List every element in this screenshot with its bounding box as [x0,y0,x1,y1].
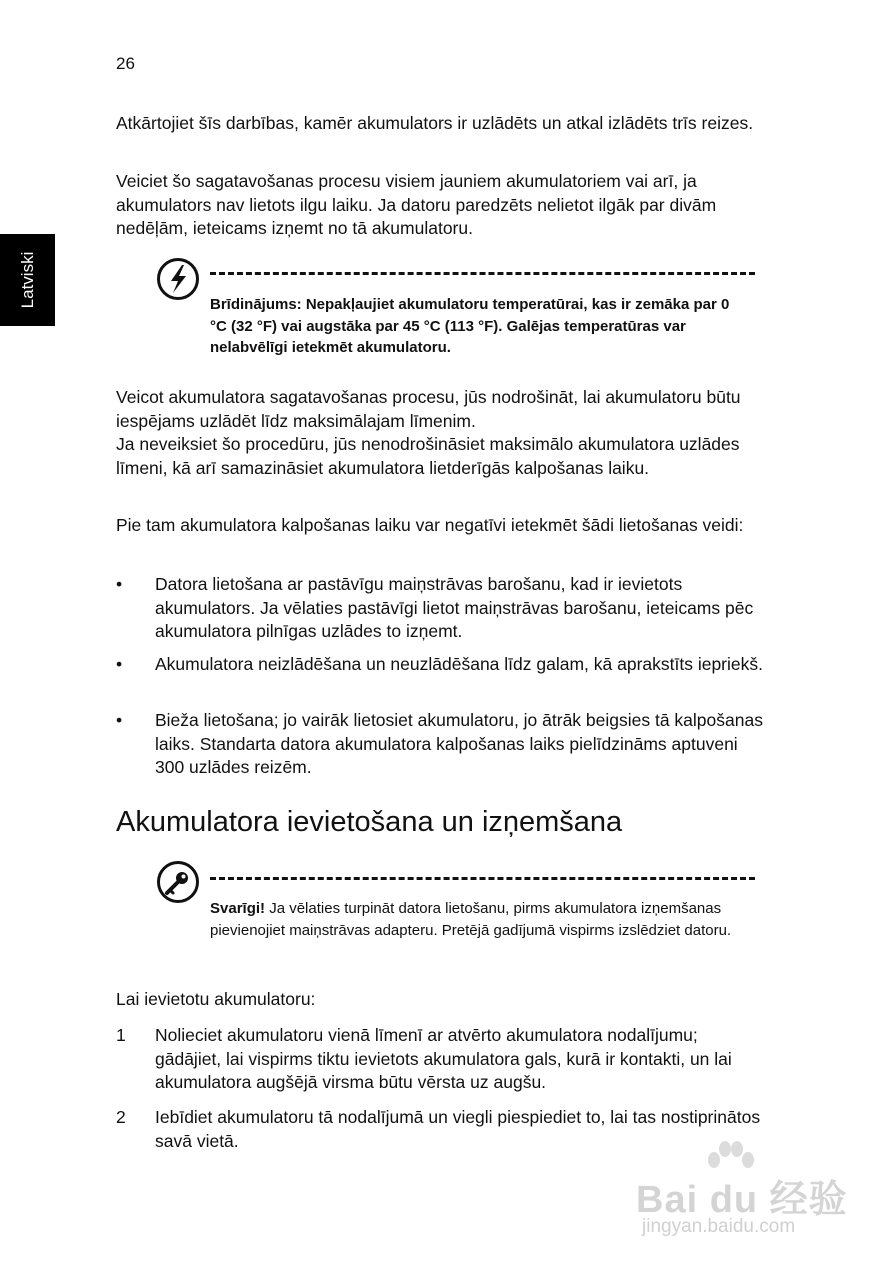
page-number: 26 [116,54,135,73]
watermark-url: jingyan.baidu.com [642,1216,796,1237]
bullet-item-1: Datora lietošana ar pastāvīgu maiņstrāvas barošanu, kad ir ievietots akumulators. Ja vēlaties pastāvīgi lietot maiņstrāvas barošanu, ieteicams pēc akumulatora pilnīgas uzlādes to izņemt. [155,574,754,641]
step-2-text: Iebīdiet akumulatoru tā nodalījumā un viegli piespiediet to, lai tas nostiprinātos savā vietā. [155,1107,761,1151]
important-label: Svarīgi! [210,900,266,917]
side-tab-label: Latviski [17,251,37,309]
steps-lead: Lai ievietotu akumulatoru: [116,989,316,1009]
step-number-1: 1 [116,1025,126,1045]
bullet-marker: • [116,654,123,674]
bullet-item-2: Akumulatora neizlādēšana un neuzlādēšana līdz galam, kā aprakstīts iepriekš. [155,654,763,674]
body-paragraph-1: Veicot akumulatora sagatavošanas procesu, jūs nodrošināt, lai akumulatoru būtu iespējams uzlādēt līdz maksimālajam līmenim. [116,387,741,431]
warning-divider [210,272,755,275]
intro-paragraph-1: Atkārtojiet šīs darbības, kamēr akumulators ir uzlādēts un atkal izlādēts trīs reizes. [116,113,754,133]
step-1-text: Nolieciet akumulatoru vienā līmenī ar atvērto akumulatora nodalījumu; gādājiet, lai vispirms tiktu ievietots akumulatora gals, kurā ir kontakti, un lai akumulatora augšējā virsma būtu vērsta uz augšu. [155,1025,732,1092]
intro-paragraph-2: Veiciet šo sagatavošanas procesu visiem jauniem akumulatoriem vai arī, ja akumulators nav lietots ilgu laiku. Ja datoru paredzēts nelietot ilgāk par divām nedēļām, ieteicams izņemt no tā akumulatoru. [116,171,717,238]
important-note [210,898,750,941]
baidu-watermark [636,1138,846,1248]
body-paragraph-3: Pie tam akumulatora kalpošanas laiku var negatīvi ietekmēt šādi lietošanas veidi: [116,515,744,535]
bullet-marker: • [116,574,123,594]
section-heading: Akumulatora ievietošana un izņemšana [116,806,623,838]
key-important-icon [155,859,201,905]
important-divider [210,877,755,880]
warning-text: Brīdinājums: Nepakļaujiet akumulatoru temperatūrai, kas ir zemāka par 0 °C (32 °F) vai augstāka par 45 °C (113 °F). Galējas temperatūras var nelabvēlīgi ietekmēt akumulatoru. [210,296,730,356]
bullet-item-3: Bieža lietošana; jo vairāk lietosiet akumulatoru, jo ātrāk beigsies tā kalpošanas laiks. Standarta datora akumulatora kalpošanas laiks pielīdzināms aptuveni 300 uzlādes reizēm. [155,710,763,777]
watermark-brand: Bai du 经验 [636,1179,848,1221]
bullet-marker: • [116,710,123,730]
important-text: Ja vēlaties turpināt datora lietošanu, pirms akumulatora izņemšanas pievienojiet maiņstrāvas adapteru. Pretējā gadījumā vispirms izslēdziet datoru. [210,900,732,939]
body-paragraph-2: Ja neveiksiet šo procedūru, jūs nenodrošināsiet maksimālo akumulatora uzlādes līmeni, kā arī samazināsiet akumulatora lietderīgās kalpošanas laiku. [116,434,740,478]
step-number-2: 2 [116,1107,126,1127]
language-side-tab [0,234,55,326]
lightning-warning-icon [155,256,201,302]
